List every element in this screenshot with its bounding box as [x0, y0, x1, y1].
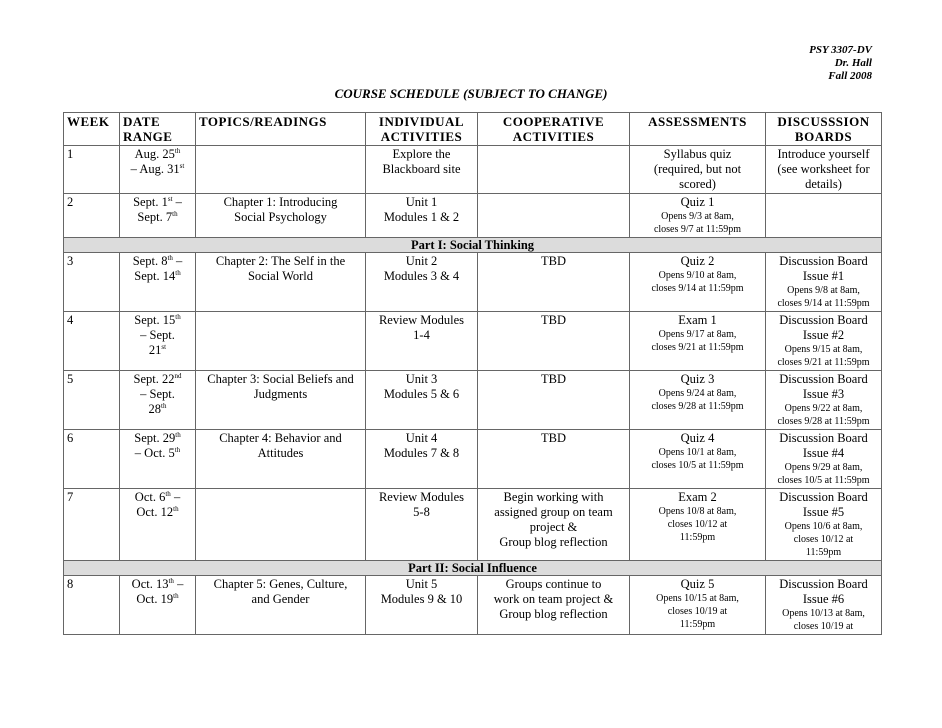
date-range: Sept. 15th – Sept. 21st [120, 312, 196, 371]
table-header-row [64, 113, 882, 146]
discussion-title: Discussion Board Issue #2 [779, 313, 868, 342]
discussion-board [766, 194, 882, 238]
assessment-window: Opens 10/1 at 8am, closes 10/5 at 11:59pm [651, 447, 744, 471]
assessment-title: Exam 1 [678, 313, 717, 327]
assessment [630, 253, 766, 312]
discussion-title: Discussion Board Issue #4 [779, 431, 868, 460]
week-number: 6 [64, 430, 120, 489]
table-row [64, 576, 882, 635]
date-range: Sept. 1st – Sept. 7th [120, 194, 196, 238]
topic-reading: Chapter 3: Social Beliefs and Judgments [196, 371, 366, 430]
date-range: Sept. 29th – Oct. 5th [120, 430, 196, 489]
part-title: Part I: Social Thinking [64, 238, 882, 253]
assessment [630, 312, 766, 371]
assessment [630, 430, 766, 489]
assessment-title: Quiz 4 [680, 431, 715, 445]
cooperative-activity: TBD [478, 371, 630, 430]
discussion-board [766, 430, 882, 489]
table-row [64, 430, 882, 489]
course-header [809, 44, 872, 83]
date-range: Sept. 8th – Sept. 14th [120, 253, 196, 312]
discussion-board [766, 371, 882, 430]
discussion-window: Opens 9/8 at 8am, closes 9/14 at 11:59pm [777, 285, 870, 309]
discussion-title: Discussion Board Issue #6 [779, 577, 868, 606]
individual-activity: Unit 3 Modules 5 & 6 [366, 371, 478, 430]
topic-reading [196, 146, 366, 194]
assessment [630, 194, 766, 238]
individual-activity: Review Modules 5-8 [366, 489, 478, 561]
table-row [64, 489, 882, 561]
individual-activity: Unit 4 Modules 7 & 8 [366, 430, 478, 489]
date-range: Sept. 22nd – Sept. 28th [120, 371, 196, 430]
assessment-window: Opens 10/15 at 8am, closes 10/19 at 11:59pm [656, 593, 739, 630]
course-code: PSY 3307-DV [809, 44, 872, 56]
col-header-cooperative: COOPERATIVE ACTIVITIES [478, 113, 630, 146]
term: Fall 2008 [828, 70, 872, 82]
discussion-window: Opens 9/29 at 8am, closes 10/5 at 11:59pm [777, 462, 870, 486]
page-title: COURSE SCHEDULE (SUBJECT TO CHANGE) [334, 86, 608, 101]
week-number: 5 [64, 371, 120, 430]
assessment [630, 489, 766, 561]
individual-activity: Unit 2 Modules 3 & 4 [366, 253, 478, 312]
assessment-window: Opens 9/24 at 8am, closes 9/28 at 11:59pm [651, 388, 744, 412]
assessment-window: Opens 9/17 at 8am, closes 9/21 at 11:59pm [651, 329, 744, 353]
part-title: Part II: Social Influence [64, 561, 882, 576]
topic-reading: Chapter 4: Behavior and Attitudes [196, 430, 366, 489]
assessment [630, 146, 766, 194]
week-number: 3 [64, 253, 120, 312]
cooperative-activity: TBD [478, 253, 630, 312]
table-row [64, 146, 882, 194]
discussion-board [766, 146, 882, 194]
date-range: Oct. 6th – Oct. 12th [120, 489, 196, 561]
week-number: 8 [64, 576, 120, 635]
discussion-board [766, 312, 882, 371]
discussion-title: Discussion Board Issue #5 [779, 490, 868, 519]
topic-reading: Chapter 2: The Self in the Social World [196, 253, 366, 312]
individual-activity: Explore the Blackboard site [366, 146, 478, 194]
date-range: Aug. 25th – Aug. 31st [120, 146, 196, 194]
topic-reading [196, 489, 366, 561]
date-range: Oct. 13th – Oct. 19th [120, 576, 196, 635]
assessment [630, 576, 766, 635]
part-divider-row [64, 238, 882, 253]
week-number: 7 [64, 489, 120, 561]
cooperative-activity: Groups continue to work on team project & Group blog reflection [478, 576, 630, 635]
topic-reading: Chapter 5: Genes, Culture, and Gender [196, 576, 366, 635]
discussion-board [766, 489, 882, 561]
table-row [64, 253, 882, 312]
col-header-date-range: DATE RANGE [120, 113, 196, 146]
cooperative-activity: TBD [478, 312, 630, 371]
part-divider-row [64, 561, 882, 576]
discussion-title: Discussion Board Issue #3 [779, 372, 868, 401]
discussion-title: Discussion Board Issue #1 [779, 254, 868, 283]
col-header-assessments: ASSESSMENTS [630, 113, 766, 146]
discussion-window: Opens 10/13 at 8am, closes 10/19 at [782, 608, 865, 632]
discussion-window: Opens 10/6 at 8am, closes 10/12 at 11:59pm [784, 521, 863, 558]
week-number: 1 [64, 146, 120, 194]
assessment-title: Quiz 1 [680, 195, 715, 209]
cooperative-activity: TBD [478, 430, 630, 489]
individual-activity: Unit 1 Modules 1 & 2 [366, 194, 478, 238]
assessment-window: Opens 9/3 at 8am, closes 9/7 at 11:59pm [653, 211, 742, 235]
cooperative-activity [478, 146, 630, 194]
individual-activity: Review Modules 1-4 [366, 312, 478, 371]
assessment-window: Opens 9/10 at 8am, closes 9/14 at 11:59pm [651, 270, 744, 294]
topic-reading: Chapter 1: Introducing Social Psychology [196, 194, 366, 238]
assessment-title: Quiz 2 [680, 254, 715, 268]
discussion-board [766, 576, 882, 635]
col-header-discussion: DISCUSSSION BOARDS [766, 113, 882, 146]
assessment-title: Quiz 3 [680, 372, 715, 386]
week-number: 2 [64, 194, 120, 238]
discussion-board [766, 253, 882, 312]
table-row [64, 194, 882, 238]
table-row [64, 371, 882, 430]
col-header-topics: TOPICS/READINGS [196, 113, 366, 146]
assessment-title: Syllabus quiz (required, but not scored) [653, 147, 742, 191]
cooperative-activity: Begin working with assigned group on team project & Group blog reflection [478, 489, 630, 561]
col-header-week: WEEK [64, 113, 120, 146]
discussion-window: Opens 9/22 at 8am, closes 9/28 at 11:59pm [777, 403, 870, 427]
assessment-title: Quiz 5 [680, 577, 715, 591]
assessment-window: Opens 10/8 at 8am, closes 10/12 at 11:59pm [658, 506, 737, 543]
discussion-window: Opens 9/15 at 8am, closes 9/21 at 11:59pm [777, 344, 870, 368]
topic-reading [196, 312, 366, 371]
instructor-name: Dr. Hall [834, 57, 872, 69]
assessment-title: Exam 2 [678, 490, 717, 504]
assessment [630, 371, 766, 430]
individual-activity: Unit 5 Modules 9 & 10 [366, 576, 478, 635]
discussion-title: Introduce yourself (see worksheet for details) [777, 147, 870, 191]
table-row [64, 312, 882, 371]
cooperative-activity [478, 194, 630, 238]
col-header-individual: INDIVIDUAL ACTIVITIES [366, 113, 478, 146]
week-number: 4 [64, 312, 120, 371]
schedule-table [63, 112, 882, 635]
